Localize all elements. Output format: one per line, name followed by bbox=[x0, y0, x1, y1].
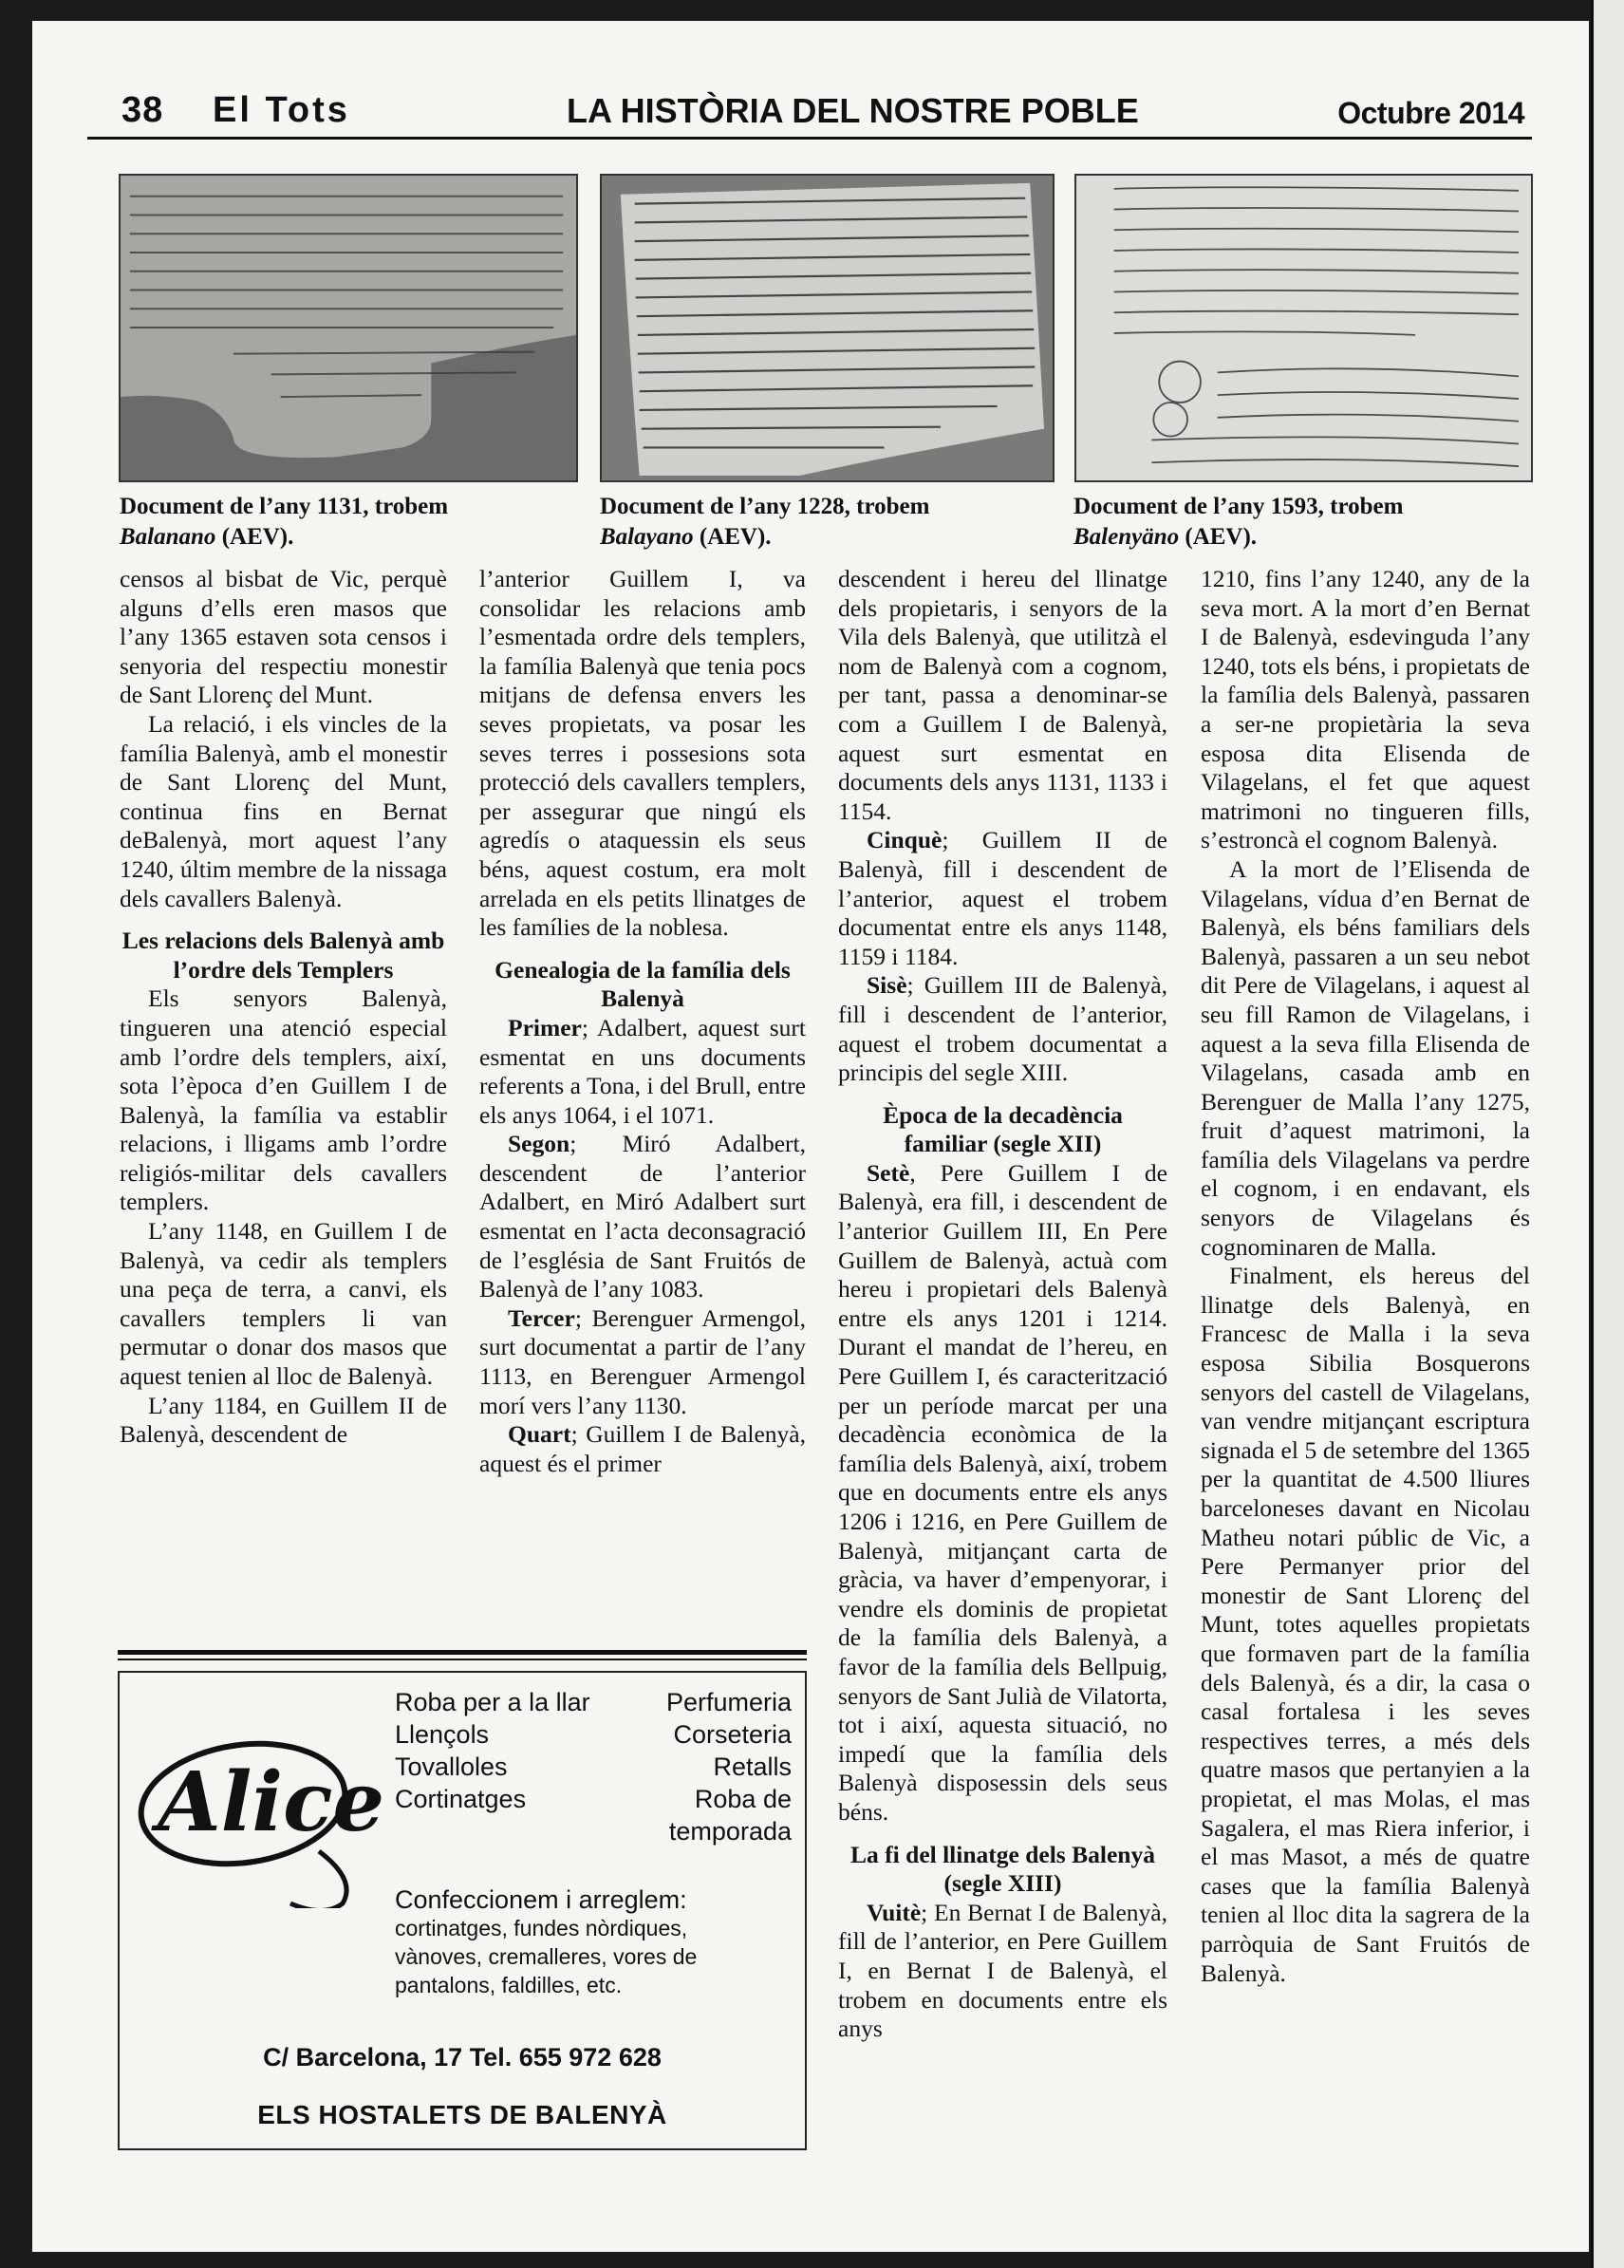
page-header bbox=[87, 87, 1532, 140]
article-column-2 bbox=[479, 565, 806, 1478]
paragraph: A la mort de l’Elisenda de Vilagelans, vídua d’en Bernat de Balenyà, els béns familiars dels Balenyà, passaren a un seu nebot dit Pere de Vilagelans, i aquest al seu fill Ramon de Vilagelans, i aquest a la seva filla Elisenda de Vilagelans, casada amb en Berenguer de Malla l’any 1275, fruit d’aquest matrimoni, la família dels Vilagelans va perdre el cognom, i en endavant, els senyors de Vilagelans és cognominaren de Malla. bbox=[1201, 854, 1530, 1261]
paragraph: Primer; Adalbert, aquest surt esmentat en uns documents referents a Tona, i del Brull, entre els anys 1064, i el 1071. bbox=[479, 1013, 806, 1129]
photo-caption-1131: Document de l’any 1131, trobem Balanano (AEV). bbox=[120, 494, 449, 550]
ad-address: C/ Barcelona, 17 Tel. 655 972 628 bbox=[263, 2043, 662, 2071]
paragraph: Vuitè; En Bernat I de Balenyà, fill de l’anterior, en Pere Guillem I, en Bernat I de Balenyà, el trobem en documents entre els anys bbox=[838, 1898, 1167, 2043]
section-title: LA HISTÒRIA DEL NOSTRE POBLE bbox=[567, 91, 1139, 130]
paragraph: Sisè; Guillem III de Balenyà, fill i descendent de l’anterior, aquest el trobem documentat a principis del segle XIII. bbox=[838, 971, 1167, 1087]
paragraph: censos al bisbat de Vic, perquè alguns d’ells eren masos que l’any 1365 estaven sota censos i senyoria del respectiu monestir de Sant Llorenç del Munt. bbox=[120, 565, 447, 709]
advertisement-alice bbox=[118, 1671, 807, 2150]
paragraph: La relació, i els vincles de la família Balenyà, amb el monestir de Sant Llorenç del Munt, continua fins en Bernat deBalenyà, mort aquest l’any 1240, últim membre de la nissaga dels cavallers Balenyà. bbox=[120, 709, 447, 912]
svg-text:Alice: Alice bbox=[158, 1754, 385, 1850]
article-column-4 bbox=[1201, 565, 1530, 1988]
document-photo-1228 bbox=[600, 174, 1055, 482]
photo-caption-1593: Document de l’any 1593, trobem Balenyäno (AEV). bbox=[1073, 494, 1404, 550]
article-column-3 bbox=[838, 565, 1167, 2044]
paragraph: descendent i hereu del llinatge dels propietaris, i senyors de la Vila dels Balenyà, que utilitzà el nom de Balenyà com a cognom, per tant, passa a denominar-se com a Guillem I de Balenyà, aquest surt esmentat en documents dels anys 1131, 1133 i 1154. bbox=[838, 565, 1167, 825]
ad-service-title: Confeccionem i arreglem: bbox=[395, 1885, 687, 1914]
ad-service-list: cortinatges, fundes nòrdiques, vànoves, cremalleres, vores de pantalons, faldilles, etc. bbox=[395, 1916, 698, 1997]
paragraph: Segon; Miró Adalbert, descendent de l’anterior Adalbert, en Miró Adalbert surt esmentat en l’acta deconsagració de l’església de Sant Fruitós de Balenyà de l’any 1083. bbox=[479, 1130, 806, 1303]
paragraph: Tercer; Berenguer Armengol, surt documentat a partir de l’any 1113, en Berenguer Armengol morí vers l’any 1130. bbox=[479, 1303, 806, 1419]
subheading-templers: Les relacions dels Balenyà amb l’ordre dels Templers bbox=[121, 927, 445, 984]
issue-date: Octubre 2014 bbox=[1337, 96, 1524, 130]
subheading-fi-llinatge: La fi del llinatge dels Balenyà (segle XIII) bbox=[850, 1840, 1155, 1898]
page-number: 38 bbox=[121, 90, 164, 130]
ad-divider-thin bbox=[118, 1659, 807, 1660]
document-photo-1593 bbox=[1074, 174, 1533, 482]
subheading-decadencia: Època de la decadència familiar (segle XII) bbox=[883, 1100, 1123, 1158]
ad-product-list-left: Roba per a la llar Llençols Tovalloles Cortinatges bbox=[395, 1688, 590, 1813]
paragraph: Els senyors Balenyà, tingueren una atenció especial amb l’ordre dels templers, així, sota l’època d’en Guillem I de Balenyà, la família va establir relacions, i lligams amb l’ordre religiós-militar dels cavallers templers. bbox=[120, 984, 447, 1216]
paragraph: L’any 1184, en Guillem II de Balenyà, descendent de bbox=[120, 1391, 447, 1449]
document-photo-1131 bbox=[119, 174, 578, 482]
article-column-1 bbox=[120, 565, 447, 1450]
paragraph: Cinquè; Guillem II de Balenyà, fill i descendent de l’anterior, aquest el trobem documentat entre els anys 1148, 1159 i 1184. bbox=[838, 826, 1167, 970]
ad-town: ELS HOSTALETS DE BALENYÀ bbox=[257, 2100, 667, 2129]
paragraph: Quart; Guillem I de Balenyà, aquest és el primer bbox=[479, 1420, 806, 1477]
publication-name: El Tots bbox=[213, 90, 350, 130]
ad-product-list-right: Perfumeria Corseteria Retalls Roba de temporada bbox=[665, 1688, 792, 1846]
paragraph: Setè, Pere Guillem I de Balenyà, era fill, i descendent de l’anterior Guillem III, En Pere Guillem de Balenyà, actuà com hereu i propietari dels Balenyà entre els anys 1201 i 1214. Durant el mandat de l’hereu, en Pere Guillem I, és caracterització per un període marcat per una decadència econòmica de la família dels Balenyà, així, trobem que en documents entre els anys 1206 i 1216, en Pere Guillem de Balenyà, mitjançant carta de gràcia, va haver d’empenyorar, i vendre els dominis de propietat de la família dels Balenyà, a favor de la família dels Bellpuig, senyors de Sant Julià de Vilatorta, tot i així, aquesta situació, no impedí que la família dels Balenyà disposessin dels seus béns. bbox=[838, 1158, 1167, 1826]
page-edge bbox=[1591, 0, 1624, 2268]
ad-divider-thick bbox=[118, 1650, 807, 1655]
paragraph: L’any 1148, en Guillem I de Balenyà, va cedir als templers una peça de terra, a canvi, els cavallers templers li van permutar o donar dos masos que aquest tenien al lloc de Balenyà. bbox=[120, 1217, 447, 1391]
paragraph: l’anterior Guillem I, va consolidar les relacions amb l’esmentada ordre dels templers, la família Balenyà que tenia pocs mitjans de defensa envers les seves propietats, va posar les seves terres i possesions sota protecció dels cavallers templers, per assegurar que ningú els agredís o ataquessin els seus béns, aquest costum, era molt arrelada en els petits llinatges de les famílies de la noblesa. bbox=[479, 565, 806, 942]
alice-logo bbox=[129, 1718, 385, 1908]
photo-caption-1228: Document de l’any 1228, trobem Balayano (AEV). bbox=[600, 494, 930, 550]
paragraph: Finalment, els hereus del llinatge dels Balenyà, en Francesc de Malla i la seva esposa Sibilia Bosquerons senyors del castell de Vilagelans, van vendre mitjançant escriptura signada el 5 de setembre del 1365 per la quantitat de 4.500 lliures barceloneses davant en Nicolau Matheu notari públic de Vic, a Pere Permanyer prior del monestir de Sant Llorenç del Munt, totes aquelles propietats que formaven part de la família dels Balenyà, és a dir, la casa o casal fortalesa i les seves respectives terres, a més dels quatre masos que pertanyien a la propietat, el mas Molas, el mas Sagalera, el mas Riera inferior, i el mas Masot, a més de quatre cases que la família Balenyà tenien al lloc dita la sagrera de la parròquia de Sant Fruitós de Balenyà. bbox=[1201, 1262, 1530, 1987]
subheading-genealogia: Genealogia de la família dels Balenyà bbox=[495, 955, 791, 1013]
paragraph: 1210, fins l’any 1240, any de la seva mort. A la mort d’en Bernat I de Balenyà, esdevinguda l’any 1240, tots els béns, i propietats de la família dels Balenyà, passaren a ser-ne propietària la seva esposa dita Elisenda de Vilagelans, el fet que aquest matrimoni no tingueren fills, s’estroncà el cognom Balenyà. bbox=[1201, 565, 1530, 854]
